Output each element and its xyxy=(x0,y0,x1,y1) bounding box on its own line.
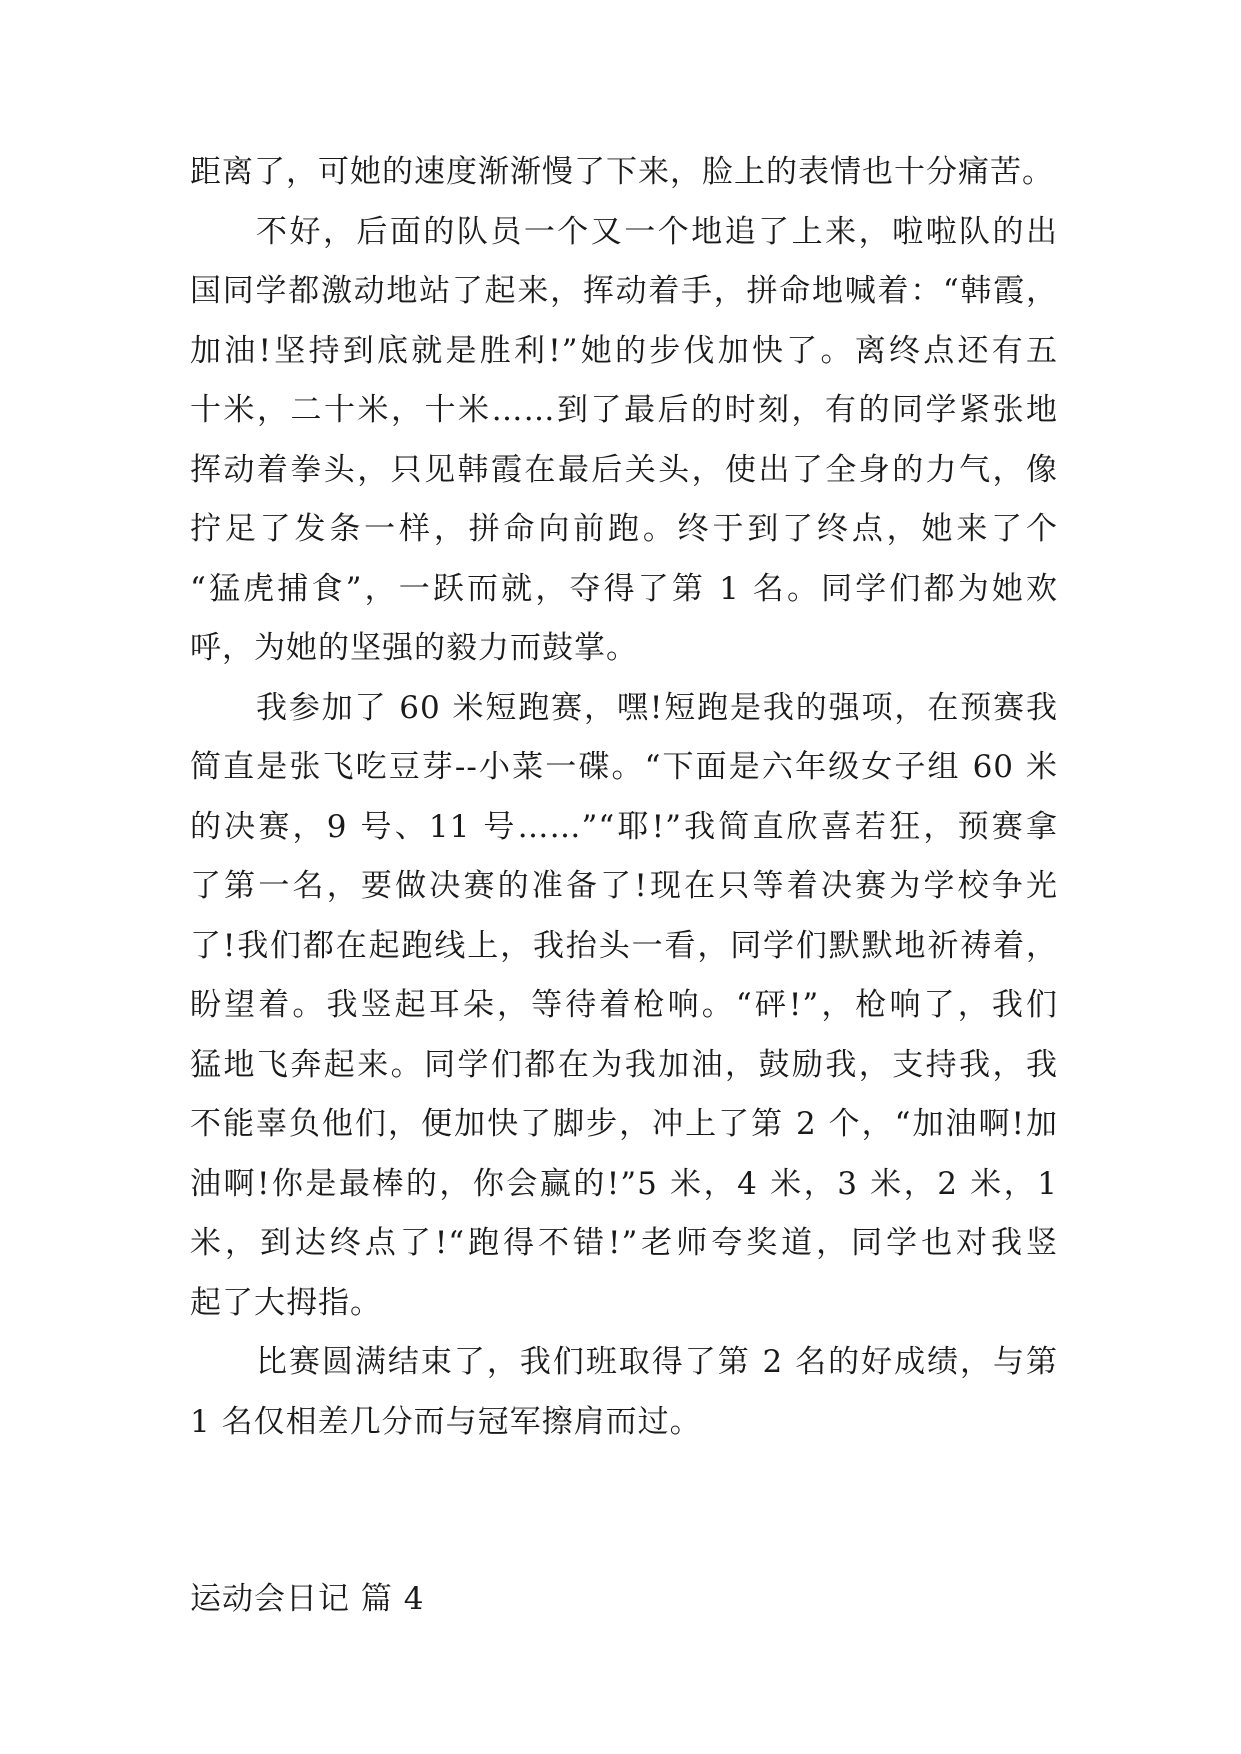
text-line: 简直是张飞吃豆芽--小菜一碟。“下面是六年级女子组 60 米 xyxy=(190,749,1058,785)
text-line: 了!我们都在起跑线上，我抬头一看，同学们默默地祈祷着， xyxy=(190,927,1058,964)
text-line: 盼望着。我竖起耳朵，等待着枪响。“砰!”，枪响了，我们 xyxy=(190,987,1058,1023)
text-line: 起了大拇指。 xyxy=(190,1284,382,1321)
paragraph-1 xyxy=(190,143,1058,203)
text-line: 米，到达终点了!“跑得不错!”老师夸奖道，同学也对我竖 xyxy=(190,1225,1058,1261)
text-line: “猛虎捕食”，一跃而就，夺得了第 1 名。同学们都为她欢 xyxy=(190,570,1059,607)
text-line: 不好，后面的队员一个又一个地追了上来，啦啦队的出 xyxy=(256,213,1058,250)
text-line: 1 名仅相差几分而与冠军擦肩而过。 xyxy=(190,1403,702,1440)
text-line: 我参加了 60 米短跑赛，嘿!短跑是我的强项，在预赛我 xyxy=(256,689,1058,726)
text-line: 的决赛，9 号、11 号……”“耶!”我简直欣喜若狂，预赛拿 xyxy=(190,808,1058,845)
text-line: 距离了，可她的速度渐渐慢了下来，脸上的表情也十分痛苦。 xyxy=(190,154,1054,190)
text-line: 不能辜负他们，便加快了脚步，冲上了第 2 个，“加油啊!加 xyxy=(190,1106,1058,1142)
text-line: 猛地飞奔起来。同学们都在为我加油，鼓励我，支持我，我 xyxy=(190,1046,1058,1083)
text-line: 十米，二十米，十米……到了最后的时刻，有的同学紧张地 xyxy=(190,392,1058,428)
text-line: 国同学都激动地站了起来，挥动着手，拼命地喊着：“韩霞， xyxy=(190,273,1058,309)
section-heading: 运动会日记 篇 4 xyxy=(190,1581,425,1617)
text-line: 了第一名，要做决赛的准备了!现在只等着决赛为学校争光 xyxy=(190,868,1058,904)
text-line: 比赛圆满结束了，我们班取得了第 2 名的好成绩，与第 xyxy=(256,1344,1058,1380)
text-line: 油啊!你是最棒的，你会赢的!”5 米，4 米，3 米，2 米，1 xyxy=(190,1165,1058,1202)
paragraph-3 xyxy=(190,679,1058,1334)
paragraph-2 xyxy=(190,203,1058,679)
text-line: 拧足了发条一样，拼命向前跑。终于到了终点，她来了个 xyxy=(190,511,1058,547)
document-page xyxy=(190,143,1058,1630)
section-spacer xyxy=(190,1452,1058,1570)
text-line: 呼，为她的坚强的毅力而鼓掌。 xyxy=(190,630,638,666)
text-line: 加油!坚持到底就是胜利!”她的步伐加快了。离终点还有五 xyxy=(190,332,1058,369)
paragraph-4 xyxy=(190,1333,1058,1452)
text-line: 挥动着拳头，只见韩霞在最后关头，使出了全身的力气，像 xyxy=(190,451,1058,488)
